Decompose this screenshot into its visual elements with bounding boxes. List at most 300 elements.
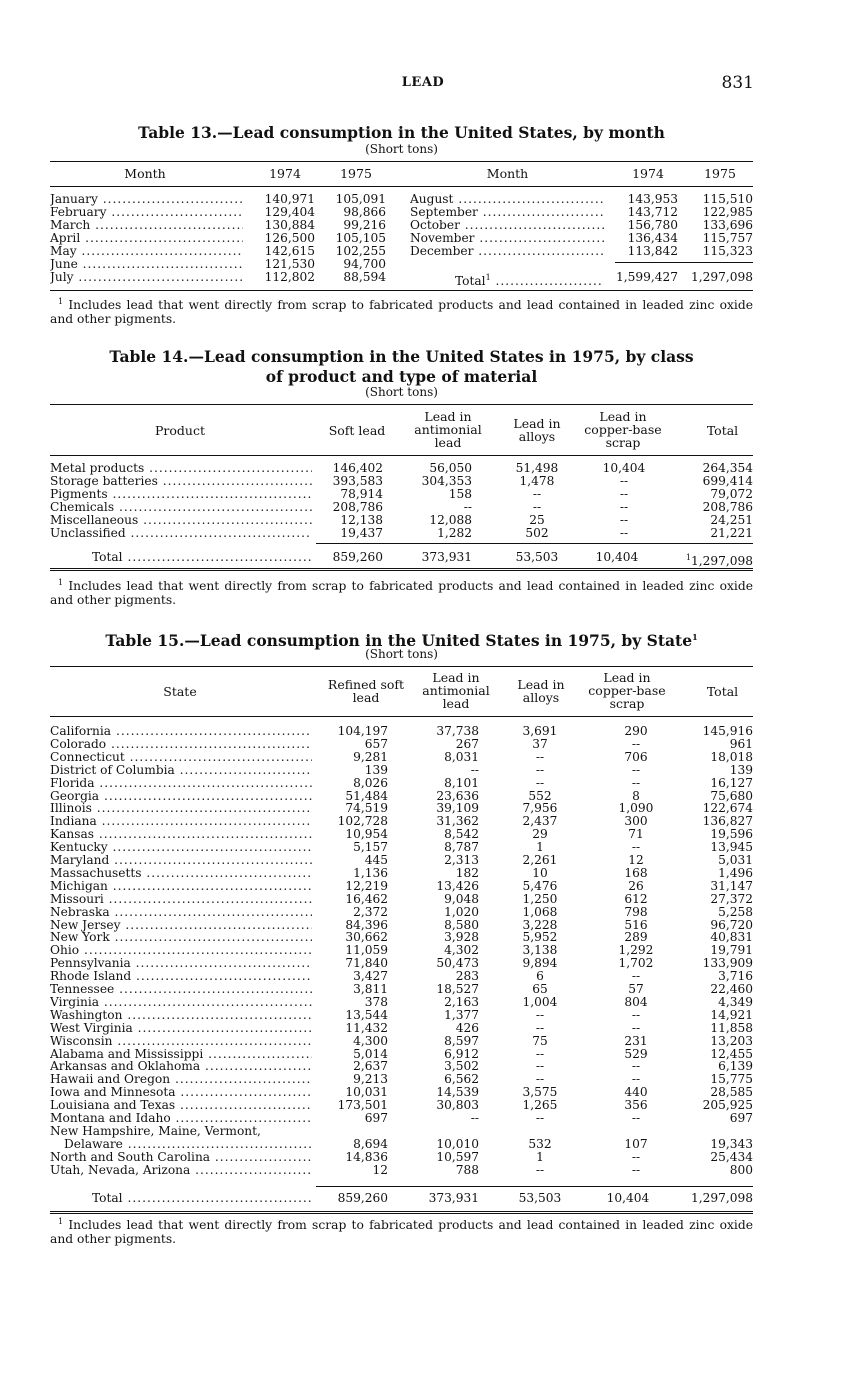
table-cell-total: 22,460 <box>710 982 753 996</box>
table-cell-1974: 129,404 <box>264 205 315 219</box>
table-cell-antimonial: 8,031 <box>444 749 479 764</box>
table-cell-alloys: 552 <box>528 788 552 803</box>
t14-total-value: 1,297,098 <box>690 554 753 569</box>
table-cell-total: 12,455 <box>710 1046 753 1061</box>
table-cell-antimonial: 6,562 <box>444 1072 479 1087</box>
table-cell-alloys: 6 <box>536 969 544 984</box>
table-cell-antimonial: -- <box>470 1111 479 1125</box>
table-cell-1974: 156,780 <box>627 218 678 232</box>
table-13-bottom-rule <box>50 290 753 291</box>
table-row-state-label: Maryland ..... <box>50 854 312 867</box>
table-cell-alloys: 65 <box>532 982 548 996</box>
table-cell-alloys: 1 <box>536 1149 544 1164</box>
table-cell-scrap: 440 <box>624 1085 648 1100</box>
table-cell-1974: 113,842 <box>627 244 678 258</box>
table-cell-refined: 102,728 <box>337 814 388 829</box>
table-cell-1975: 88,594 <box>343 270 386 284</box>
table-cell-refined: 3,427 <box>353 969 388 984</box>
t13-header-month-left: Month <box>124 166 166 181</box>
t13-header-1974-left: 1974 <box>269 166 301 181</box>
table-row-product-label: Unclassified ..... <box>50 527 312 540</box>
table-row-product-label: Pigments ..... <box>50 488 312 501</box>
table-cell-total: 11,858 <box>710 1020 753 1035</box>
table-cell-alloys: 5,952 <box>522 930 558 945</box>
table-row-state-label: Virginia ..... <box>50 996 312 1009</box>
table-cell-scrap: 798 <box>624 904 648 919</box>
table-cell-1975: 94,700 <box>343 257 386 271</box>
table-cell-1975: 115,323 <box>702 244 753 258</box>
table-cell-antimonial: 23,636 <box>436 788 479 803</box>
t13-total-1975: 1,297,098 <box>690 270 753 284</box>
table-cell-total: 697 <box>729 1111 753 1125</box>
table-cell-refined: 74,519 <box>345 801 388 816</box>
table-cell-refined: 445 <box>364 853 388 867</box>
table-cell-1974: 140,971 <box>264 192 315 206</box>
table-cell-1975: 115,510 <box>702 192 753 206</box>
t15-header-state: State <box>163 684 197 699</box>
table-cell-total: 136,827 <box>702 814 753 829</box>
table-cell-antimonial: 158 <box>448 487 472 501</box>
table-15-top-rule <box>50 666 753 667</box>
table-cell-scrap: 10,404 <box>602 461 646 475</box>
table-cell-total: 21,221 <box>710 526 753 540</box>
table-cell-scrap: 290 <box>624 724 648 738</box>
table-cell-total: 28,585 <box>710 1085 753 1100</box>
table-cell-scrap: 168 <box>624 865 648 880</box>
table-cell-alloys: -- <box>535 775 545 790</box>
table-cell-scrap: -- <box>631 775 641 790</box>
table-cell-antimonial: 31,362 <box>436 814 479 829</box>
table-cell-antimonial: 1,377 <box>444 1007 479 1022</box>
table-cell-scrap: -- <box>631 1059 641 1074</box>
table-cell-refined: 104,197 <box>337 724 388 738</box>
table-row-state-label: Indiana ..... <box>50 815 312 828</box>
table-cell-refined: 4,300 <box>353 1033 388 1048</box>
table-14-top-rule <box>50 404 753 405</box>
table-cell-scrap: -- <box>631 840 641 855</box>
table-cell-alloys: 75 <box>532 1033 548 1048</box>
table-cell-antimonial: 10,010 <box>436 1136 479 1151</box>
table-cell-alloys: -- <box>535 1007 545 1022</box>
table-cell-scrap: -- <box>619 487 629 501</box>
table-cell-antimonial: 788 <box>455 1162 479 1177</box>
table-cell-scrap: 107 <box>624 1136 648 1151</box>
table-row-state-label: Kansas ..... <box>50 828 312 841</box>
table-cell-antimonial: 37,738 <box>436 724 479 738</box>
running-head-title: LEAD <box>401 75 445 90</box>
table-15-bottom-rule <box>50 1211 753 1214</box>
table-cell-soft-lead: 393,583 <box>332 474 383 488</box>
table-row-state-label: Kentucky ..... <box>50 841 312 854</box>
table-row-state-label-line1: New Hampshire, Maine, Vermont, <box>50 1123 261 1138</box>
table-cell-1975: 133,696 <box>702 218 753 232</box>
table-cell-alloys: -- <box>535 1046 545 1061</box>
table-cell-scrap: 706 <box>624 749 648 764</box>
table-cell-1975: 98,866 <box>343 205 386 219</box>
table-row-product-label: Metal products ..... <box>50 462 312 475</box>
t15-total-label: Total ..... <box>92 1192 312 1205</box>
table-cell-total: 205,925 <box>702 1098 753 1113</box>
table-cell-total: 5,258 <box>718 904 753 919</box>
t14-sum-rule <box>316 543 753 544</box>
table-cell-refined: 5,014 <box>353 1046 388 1061</box>
t15-caption-mark: 1 <box>692 632 698 642</box>
t15-header-total: Total <box>706 684 739 699</box>
table-cell-antimonial: 18,527 <box>436 982 479 996</box>
table-row-month-label: December ..... <box>410 245 604 258</box>
table-cell-antimonial: 8,542 <box>444 827 479 842</box>
table-cell-1975: 115,757 <box>702 231 753 245</box>
table-row-state-label: New York ..... <box>50 931 312 944</box>
table-cell-1975: 105,091 <box>335 192 386 206</box>
table-cell-antimonial: 10,597 <box>436 1149 479 1164</box>
table-cell-refined: 5,157 <box>353 840 388 855</box>
table-row-state-label: Florida ..... <box>50 777 312 790</box>
table-cell-soft-lead: 208,786 <box>332 500 383 514</box>
table-cell-total: 79,072 <box>710 487 753 501</box>
t15-total-alloys: 53,503 <box>518 1191 562 1205</box>
table-row-state-label: New Jersey ..... <box>50 919 312 932</box>
table-14-caption-line2: of product and type of material <box>265 367 538 386</box>
table-cell-antimonial: 1,020 <box>444 904 479 919</box>
table-cell-refined: 657 <box>364 736 388 751</box>
table-cell-total: 96,720 <box>710 917 753 932</box>
table-row-state-label: Louisiana and Texas ..... <box>50 1099 312 1112</box>
table-cell-total: 800 <box>729 1162 753 1177</box>
table-cell-scrap: 612 <box>624 891 648 906</box>
table-cell-scrap: -- <box>631 1007 641 1022</box>
table-cell-antimonial: 304,353 <box>421 474 472 488</box>
table-cell-alloys: 25 <box>529 513 545 527</box>
table-cell-alloys: -- <box>535 1059 545 1074</box>
table-cell-total: 24,251 <box>710 513 753 527</box>
table-cell-soft-lead: 12,138 <box>340 513 383 527</box>
table-cell-refined: 8,026 <box>353 775 388 790</box>
table-cell-scrap: 26 <box>628 878 644 893</box>
table-cell-refined: 12 <box>372 1162 388 1177</box>
table-cell-antimonial: 30,803 <box>436 1098 479 1113</box>
table-row-state-label: Colorado ..... <box>50 738 312 751</box>
table-cell-1974: 130,884 <box>264 218 315 232</box>
table-cell-total: 25,434 <box>710 1149 753 1164</box>
table-row-month-label: February ..... <box>50 206 243 219</box>
table-cell-alloys: 51,498 <box>515 461 559 475</box>
t14-header-antimonial: Lead in antimonial lead <box>414 409 482 450</box>
table-cell-refined: 11,432 <box>345 1020 388 1035</box>
table-row-product-label: Chemicals ..... <box>50 501 312 514</box>
table-row-state-label: Alabama and Mississippi ..... <box>50 1048 312 1061</box>
t14-header-product: Product <box>155 423 205 438</box>
table-cell-refined: 10,031 <box>345 1085 388 1100</box>
table-cell-total: 122,674 <box>702 801 753 816</box>
table-cell-antimonial: 8,787 <box>444 840 479 855</box>
table-cell-antimonial: 2,163 <box>444 994 479 1009</box>
table-cell-total: 264,354 <box>702 461 753 475</box>
table-cell-scrap: -- <box>631 1149 641 1164</box>
table-row-state-label: West Virginia ..... <box>50 1022 312 1035</box>
table-cell-total: 75,680 <box>710 788 753 803</box>
table-cell-antimonial: -- <box>470 762 479 777</box>
table-cell-total: 13,203 <box>710 1033 753 1048</box>
table-cell-alloys: 3,228 <box>522 917 558 932</box>
t14-total-total <box>670 551 753 568</box>
table-cell-total: 208,786 <box>702 500 753 514</box>
table-cell-1974: 143,953 <box>627 192 678 206</box>
table-row-product-label: Miscellaneous ..... <box>50 514 312 527</box>
table-cell-scrap: -- <box>631 1072 641 1087</box>
table-cell-refined: 16,462 <box>345 891 388 906</box>
table-cell-refined: 84,396 <box>345 917 388 932</box>
table-cell-scrap: 516 <box>624 917 648 932</box>
table-cell-soft-lead: 19,437 <box>340 526 383 540</box>
t13-footnote-mark: 1 <box>58 297 64 306</box>
table-cell-alloys: -- <box>535 1162 545 1177</box>
t14-header-total: Total <box>706 423 739 438</box>
table-cell-refined: 9,281 <box>353 749 388 764</box>
table-cell-refined: 3,811 <box>353 982 388 996</box>
t13-header-1974-right: 1974 <box>632 166 664 181</box>
table-15-footnote <box>50 1215 753 1246</box>
table-cell-alloys: 37 <box>532 736 548 751</box>
table-14-unit: (Short tons) <box>365 385 438 399</box>
table-cell-scrap: -- <box>619 526 629 540</box>
table-cell-alloys: -- <box>532 487 542 501</box>
table-row-state-label: Illinois ..... <box>50 802 312 815</box>
table-cell-antimonial: 14,539 <box>436 1085 479 1100</box>
table-cell-antimonial: 12,088 <box>429 513 472 527</box>
table-row-state-label: Ohio ..... <box>50 944 312 957</box>
t15-header-scrap: Lead in copper-base scrap <box>588 670 666 711</box>
table-cell-scrap: 231 <box>624 1033 648 1048</box>
table-cell-scrap: 804 <box>624 994 648 1009</box>
table-cell-refined: 14,836 <box>345 1149 388 1164</box>
t14-header-soft-lead: Soft lead <box>328 423 386 438</box>
table-cell-antimonial: 1,282 <box>437 526 472 540</box>
table-cell-scrap: -- <box>619 500 629 514</box>
table-cell-alloys: 1 <box>536 840 544 855</box>
table-row-state-label: Tennessee ..... <box>50 983 312 996</box>
table-cell-total: 19,791 <box>710 943 753 958</box>
t15-total-total: 1,297,098 <box>690 1191 753 1205</box>
table-cell-refined: 12,219 <box>345 878 388 893</box>
table-cell-refined: 30,662 <box>345 930 388 945</box>
table-14-footnote <box>50 576 753 607</box>
table-cell-antimonial: 8,101 <box>444 775 479 790</box>
table-cell-alloys: 10 <box>532 865 548 880</box>
table-row-month-label: January ..... <box>50 193 243 206</box>
table-cell-total: 40,831 <box>710 930 753 945</box>
table-cell-scrap: -- <box>631 969 641 984</box>
table-cell-1975: 105,105 <box>335 231 386 245</box>
table-13-top-rule <box>50 161 753 162</box>
table-cell-total: 27,372 <box>710 891 753 906</box>
t13-total-mark: 1 <box>485 273 491 282</box>
t15-total-antimonial: 373,931 <box>428 1191 479 1205</box>
table-cell-scrap: 529 <box>624 1046 648 1061</box>
table-cell-total: 14,921 <box>710 1007 753 1022</box>
t14-total-alloys: 53,503 <box>515 550 559 564</box>
table-cell-1974: 136,434 <box>627 231 678 245</box>
table-cell-refined: 378 <box>364 994 388 1009</box>
table-cell-antimonial: 4,302 <box>444 943 479 958</box>
table-row-state-label: Montana and Idaho ..... <box>50 1112 312 1125</box>
table-cell-1975: 102,255 <box>335 244 386 258</box>
t15-footnote-mark: 1 <box>58 1217 64 1226</box>
table-cell-alloys: -- <box>535 749 545 764</box>
table-cell-antimonial: 9,048 <box>444 891 479 906</box>
table-cell-1974: 143,712 <box>627 205 678 219</box>
table-row-month-label: June ..... <box>50 258 243 271</box>
table-cell-1974: 126,500 <box>264 231 315 245</box>
table-cell-alloys: 1,250 <box>522 891 558 906</box>
t15-header-alloys: Lead in alloys <box>517 677 565 705</box>
t15-footnote-text: Includes lead that went directly from scrap to fabricated products and lead contained in leaded zinc oxide and other pigments. <box>50 1218 753 1247</box>
table-cell-total: 19,596 <box>710 827 753 842</box>
table-cell-antimonial: 3,502 <box>444 1059 479 1074</box>
table-cell-1975: 122,985 <box>702 205 753 219</box>
table-cell-refined: 9,213 <box>353 1072 388 1087</box>
table-cell-alloys: 3,138 <box>522 943 558 958</box>
table-cell-alloys: -- <box>535 762 545 777</box>
table-row-state-label: Pennsylvania ..... <box>50 957 312 970</box>
table-row-month-label: October ..... <box>410 219 604 232</box>
table-cell-1974: 142,615 <box>264 244 315 258</box>
table-row-state-label: Hawaii and Oregon ..... <box>50 1073 312 1086</box>
table-cell-scrap: -- <box>631 1162 641 1177</box>
table-cell-alloys: 3,691 <box>522 724 558 738</box>
table-cell-scrap: -- <box>619 513 629 527</box>
t14-total-label: Total ..... <box>92 551 312 564</box>
table-cell-scrap: 1,090 <box>618 801 654 816</box>
table-cell-alloys: -- <box>532 500 542 514</box>
table-cell-scrap: -- <box>631 762 641 777</box>
table-row-month-label: March ..... <box>50 219 243 232</box>
table-row-state-label: North and South Carolina ..... <box>50 1151 312 1164</box>
page-number: 831 <box>721 73 754 93</box>
t14-footnote-text: Includes lead that went directly from scrap to fabricated products and lead contained in leaded zinc oxide and other pigments. <box>50 579 753 608</box>
table-cell-scrap: -- <box>619 474 629 488</box>
t13-footnote-text: Includes lead that went directly from scrap to fabricated products and lead contained in leaded zinc oxide and other pigments. <box>50 298 753 327</box>
table-cell-refined: 173,501 <box>337 1098 388 1113</box>
table-row-month-label: May ..... <box>50 245 243 258</box>
table-cell-scrap: 1,702 <box>618 956 654 971</box>
table-cell-alloys: 2,437 <box>522 814 558 829</box>
table-cell-1974: 121,530 <box>264 257 315 271</box>
table-cell-alloys: 7,956 <box>522 801 558 816</box>
t13-total-label-text: Total <box>455 274 486 289</box>
table-cell-total: 5,031 <box>718 853 753 867</box>
table-cell-alloys: 502 <box>525 526 549 540</box>
table-row-month-label: September ..... <box>410 206 604 219</box>
table-cell-refined: 1,136 <box>353 865 388 880</box>
table-14-caption-line1: Table 14.—Lead consumption in the United States in 1975, by class <box>109 347 694 366</box>
t14-header-alloys: Lead in alloys <box>513 416 561 444</box>
table-row-state-label: Washington ..... <box>50 1009 312 1022</box>
table-cell-alloys: -- <box>535 1111 545 1125</box>
table-cell-total: 6,139 <box>718 1059 753 1074</box>
table-cell-refined: 8,694 <box>353 1136 388 1151</box>
table-cell-alloys: -- <box>535 1072 545 1087</box>
table-cell-alloys: 1,265 <box>522 1098 558 1113</box>
table-cell-alloys: 3,575 <box>522 1085 558 1100</box>
t13-header-1975-right: 1975 <box>704 166 736 181</box>
table-cell-scrap: 12 <box>628 853 644 867</box>
table-cell-antimonial: 426 <box>455 1020 479 1035</box>
table-cell-alloys: 1,478 <box>519 474 555 488</box>
table-cell-refined: 2,372 <box>353 904 388 919</box>
table-cell-antimonial: 39,109 <box>436 801 479 816</box>
table-cell-antimonial: 8,580 <box>444 917 479 932</box>
t15-caption-text: Table 15.—Lead consumption in the United States in 1975, by State <box>105 631 693 651</box>
t14-footnote-mark: 1 <box>58 578 64 587</box>
table-cell-scrap: -- <box>631 1111 641 1125</box>
table-row-state-label: California ..... <box>50 725 312 738</box>
table-row-state-label: Georgia ..... <box>50 790 312 803</box>
t13-header-1975-left: 1975 <box>340 166 372 181</box>
table-cell-antimonial: 6,912 <box>444 1046 479 1061</box>
table-row-month-label: April ..... <box>50 232 243 245</box>
table-cell-total: 31,147 <box>710 878 753 893</box>
table-cell-total: 145,916 <box>702 724 753 738</box>
table-cell-refined: 697 <box>364 1111 388 1125</box>
table-row-state-label: Connecticut ..... <box>50 751 312 764</box>
table-cell-alloys: 9,894 <box>522 956 558 971</box>
table-cell-alloys: 2,261 <box>522 853 558 867</box>
t15-header-antimonial: Lead in antimonial lead <box>422 670 490 711</box>
table-row-state-label: Arkansas and Oklahoma ..... <box>50 1060 312 1073</box>
table-cell-scrap: 300 <box>624 814 648 829</box>
table-row-state-label: Utah, Nevada, Arizona ..... <box>50 1164 312 1177</box>
table-cell-antimonial: 13,426 <box>436 878 479 893</box>
table-cell-antimonial: 267 <box>455 736 479 751</box>
table-15-unit: (Short tons) <box>365 647 438 661</box>
t13-sum-rule <box>615 262 753 263</box>
table-13-footnote <box>50 295 753 326</box>
table-row-state-label: Delaware ..... <box>64 1138 312 1151</box>
table-cell-soft-lead: 146,402 <box>332 461 383 475</box>
table-cell-refined: 11,059 <box>345 943 388 958</box>
table-cell-alloys: -- <box>535 1020 545 1035</box>
table-cell-alloys: 1,004 <box>522 994 558 1009</box>
table-cell-soft-lead: 78,914 <box>340 487 383 501</box>
table-cell-total: 16,127 <box>710 775 753 790</box>
t13-total-1974: 1,599,427 <box>615 270 678 284</box>
table-cell-scrap: 356 <box>624 1098 648 1113</box>
table-cell-antimonial: 50,473 <box>436 956 479 971</box>
table-row-state-label: District of Columbia ..... <box>50 764 312 777</box>
table-cell-alloys: 5,476 <box>522 878 558 893</box>
table-13-header-rule <box>50 186 753 187</box>
t15-total-refined: 859,260 <box>337 1191 388 1205</box>
table-row-product-label: Storage batteries ..... <box>50 475 312 488</box>
table-row-state-label: Michigan ..... <box>50 880 312 893</box>
table-cell-antimonial: -- <box>463 500 472 514</box>
t15-total-scrap: 10,404 <box>606 1191 650 1205</box>
table-cell-1975: 99,216 <box>343 218 386 232</box>
table-row-month-label: August ..... <box>410 193 604 206</box>
t14-total-mark: 1 <box>685 553 691 562</box>
table-cell-scrap: -- <box>631 1020 641 1035</box>
table-row-month-label: November ..... <box>410 232 604 245</box>
table-cell-scrap: 289 <box>624 930 648 945</box>
t14-total-scrap: 10,404 <box>595 550 639 564</box>
table-15-header-rule <box>50 716 753 717</box>
table-cell-total: 699,414 <box>702 474 753 488</box>
table-cell-total: 19,343 <box>710 1136 753 1151</box>
table-14-header-rule <box>50 455 753 456</box>
table-cell-total: 15,775 <box>710 1072 753 1087</box>
table-row-month-label: July ..... <box>50 271 243 284</box>
